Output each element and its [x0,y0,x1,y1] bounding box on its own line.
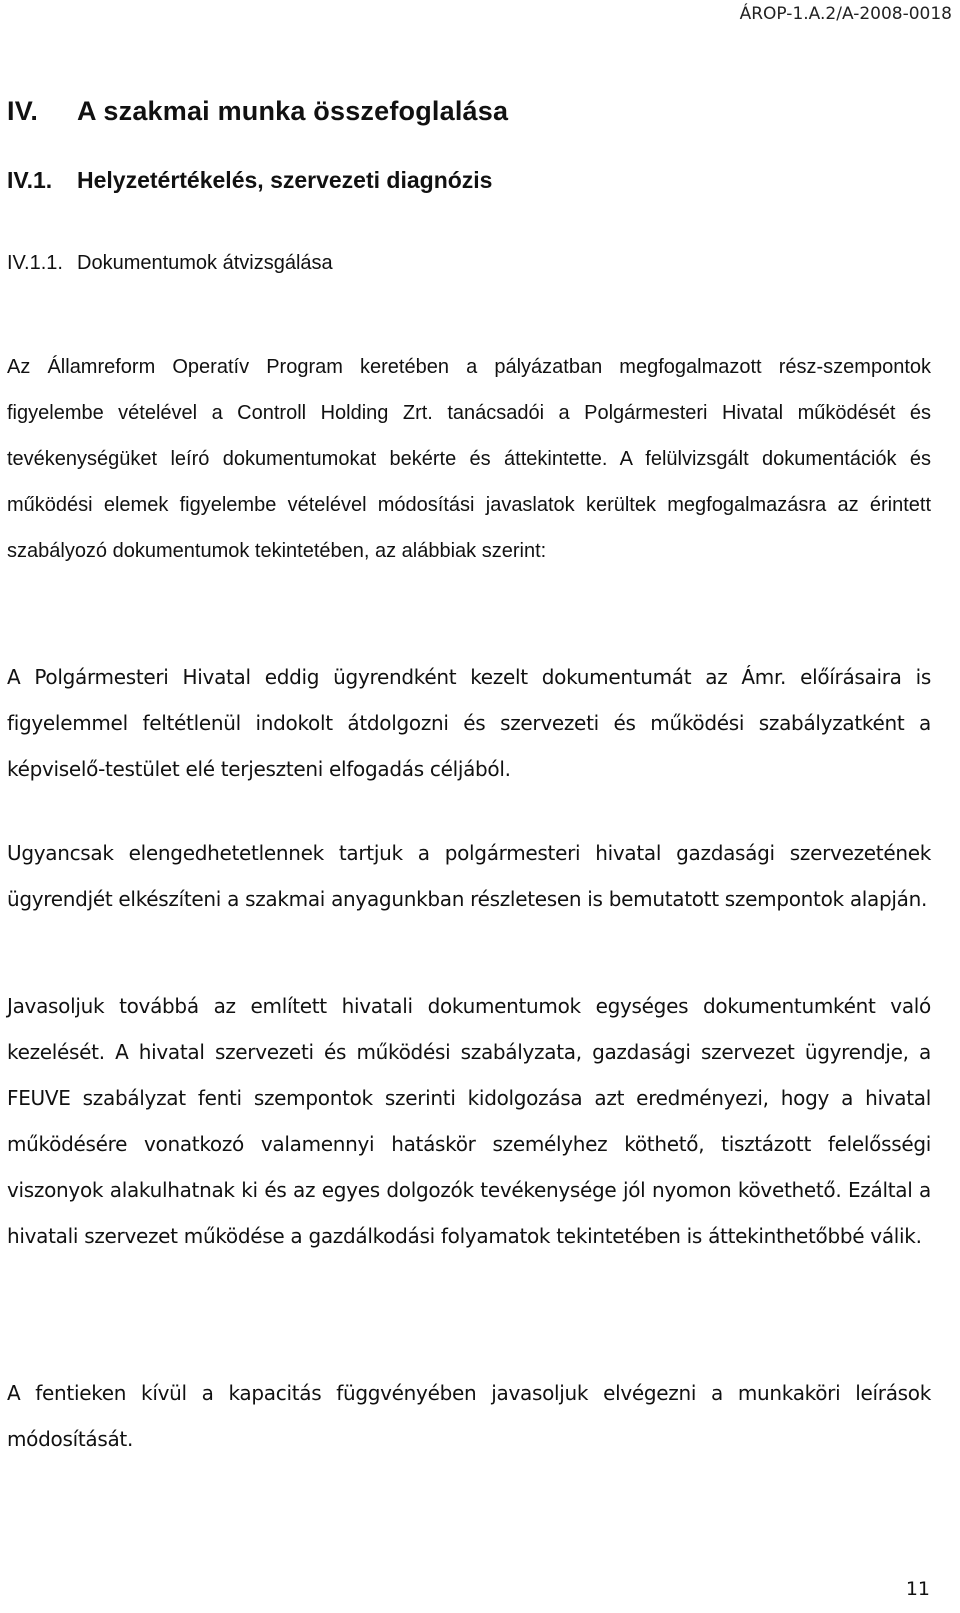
section-heading-3-number: IV.1.1. [7,252,63,274]
paragraph-egyseges-dokumentum: Javasoljuk továbbá az említett hivatali dokumentumok egységes dokumentumként való kezelését. A hivatal szervezeti és működési szabályzata, gazdasági szervezet ügyrendje, a FEUVE szabályzat fenti szempontok szerinti kidolgozása azt eredményezi, hogy a hivatal működésére vonatkozó valamennyi hatáskör személyhez köthető, tisztázott felelősségi viszonyok alakulhatnak ki és az egyes dolgozók tevékenysége jól nyomon követhető. Ezáltal a hivatali szervezet működése a gazdálkodási folyamatok tekintetében is áttekinthetőbbé válik. [7,994,931,1248]
project-code-header: ÁROP-1.A.2/A-2008-0018 [739,4,952,24]
page-number: 11 [905,1578,930,1600]
section-heading-1 [7,96,508,127]
section-heading-1-number: IV. [7,96,39,126]
paragraph-ugyrend: A Polgármesteri Hivatal eddig ügyrendként kezelt dokumentumát az Ámr. előírásaira is figyelemmel feltétlenül indokolt átdolgozni és szervezeti és működési szabályzatként a képviselő-testület elé terjeszteni elfogadás céljából. [7,665,931,781]
paragraph-munkakori-leirasok: A fentieken kívül a kapacitás függvényében javasoljuk elvégezni a munkaköri leírások módosítását. [7,1381,931,1451]
section-heading-2-number: IV.1. [7,167,53,193]
paragraph-gazdasagi-szervezet: Ugyancsak elengedhetetlennek tartjuk a polgármesteri hivatal gazdasági szervezetének ügyrendjét elkészíteni a szakmai anyagunkban részletesen is bemutatott szempontok alapján. [7,841,931,911]
section-heading-2-title: Helyzetértékelés, szervezeti diagnózis [77,167,493,193]
section-heading-1-title: A szakmai munka összefoglalása [77,96,509,126]
section-heading-3-title: Dokumentumok átvizsgálása [77,252,333,274]
section-heading-2 [7,167,492,194]
section-heading-3 [7,252,333,275]
paragraph-document-review: Az Államreform Operatív Program keretében a pályázatban megfogalmazott rész-szempontok figyelembe vételével a Controll Holding Zrt. tanácsadói a Polgármesteri Hivatal működését és tevékenységüket leíró dokumentumokat bekérte és áttekintette. A felülvizsgált dokumentációk és működési elemek figyelembe vételével módosítási javaslatok kerültek megfogalmazásra az érintett szabályozó dokumentumok tekintetében, az alábbiak szerint: [7,356,931,562]
